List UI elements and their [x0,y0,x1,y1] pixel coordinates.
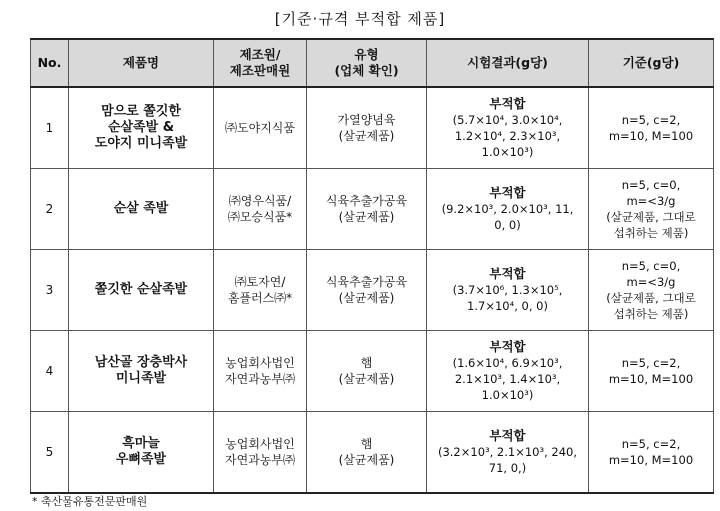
cell-type: 식육추출가공육 (살균제품) [307,250,427,331]
result-values: (3.2×10³, 2.1×10³, 240, 71, 0,) [437,445,578,475]
result-verdict: 부적합 [489,266,526,281]
cell-maker: ㈜도야지식품 [214,87,307,169]
cell-no: 2 [31,169,69,250]
cell-maker: 농업회사법인 자연과농부㈜ [214,331,307,412]
cell-no: 5 [31,412,69,494]
header-standard: 기준(g당) [589,39,714,87]
result-verdict: 부적합 [489,185,526,200]
result-verdict: 부적합 [489,428,526,443]
cell-no: 3 [31,250,69,331]
header-maker: 제조원/ 제조판매원 [214,39,307,87]
cell-product: 흑마늘 우뼈족발 [69,412,214,494]
footnote: * 축산물유통전문판매원 [32,495,148,508]
cell-no: 4 [31,331,69,412]
result-verdict: 부적합 [489,339,526,354]
result-values: (3.7×10⁶, 1.3×10⁵, 1.7×10⁴, 0, 0) [452,283,563,313]
cell-standard: n=5, c=0, m=<3/g (살균제품, 그대로 섭취하는 제품) [589,169,714,250]
table-row [31,169,714,250]
cell-result [427,250,589,331]
cell-result [427,331,589,412]
cell-standard: n=5, c=2, m=10, M=100 [589,412,714,494]
cell-maker: 농업회사법인 자연과농부㈜ [214,412,307,494]
cell-type: 햄 (살균제품) [307,331,427,412]
cell-no: 1 [31,87,69,169]
page-title: [기준·규격 부적합 제품] [274,10,446,28]
cell-standard: n=5, c=2, m=10, M=100 [589,87,714,169]
cell-product: 순살 족발 [69,169,214,250]
cell-standard: n=5, c=2, m=10, M=100 [589,331,714,412]
cell-type: 햄 (살균제품) [307,412,427,494]
header-result: 시험결과(g당) [427,39,589,87]
header-type: 유형 (업체 확인) [307,39,427,87]
cell-product: 쫄깃한 순살족발 [69,250,214,331]
result-verdict: 부적합 [489,96,526,111]
cell-type: 식육추출가공육 (살균제품) [307,169,427,250]
table-row [31,412,714,494]
cell-product: 남산골 장충박사 미니족발 [69,331,214,412]
table-header-row [31,39,714,87]
result-values: (5.7×10⁴, 3.0×10⁴, 1.2×10⁴, 2.3×10³, 1.0×10³) [452,113,563,159]
table-row [31,331,714,412]
cell-product: 맘으로 쫄깃한 순살족발 & 도야지 미니족발 [69,87,214,169]
cell-result [427,87,589,169]
header-product: 제품명 [69,39,214,87]
cell-result [427,412,589,494]
cell-maker: ㈜영우식품/ ㈜모승식품* [214,169,307,250]
result-values: (1.6×10⁴, 6.9×10³, 2.1×10³, 1.4×10³, 1.0×10³) [452,356,563,402]
cell-result [427,169,589,250]
cell-maker: ㈜토자연/ 홈플러스㈜* [214,250,307,331]
table-row [31,87,714,169]
table-row [31,250,714,331]
result-values: (9.2×10³, 2.0×10³, 11, 0, 0) [441,202,574,232]
cell-type: 가열양념육 (살균제품) [307,87,427,169]
cell-standard: n=5, c=0, m=<3/g (살균제품, 그대로 섭취하는 제품) [589,250,714,331]
nonconforming-products-table [30,38,714,494]
header-no: No. [31,39,69,87]
